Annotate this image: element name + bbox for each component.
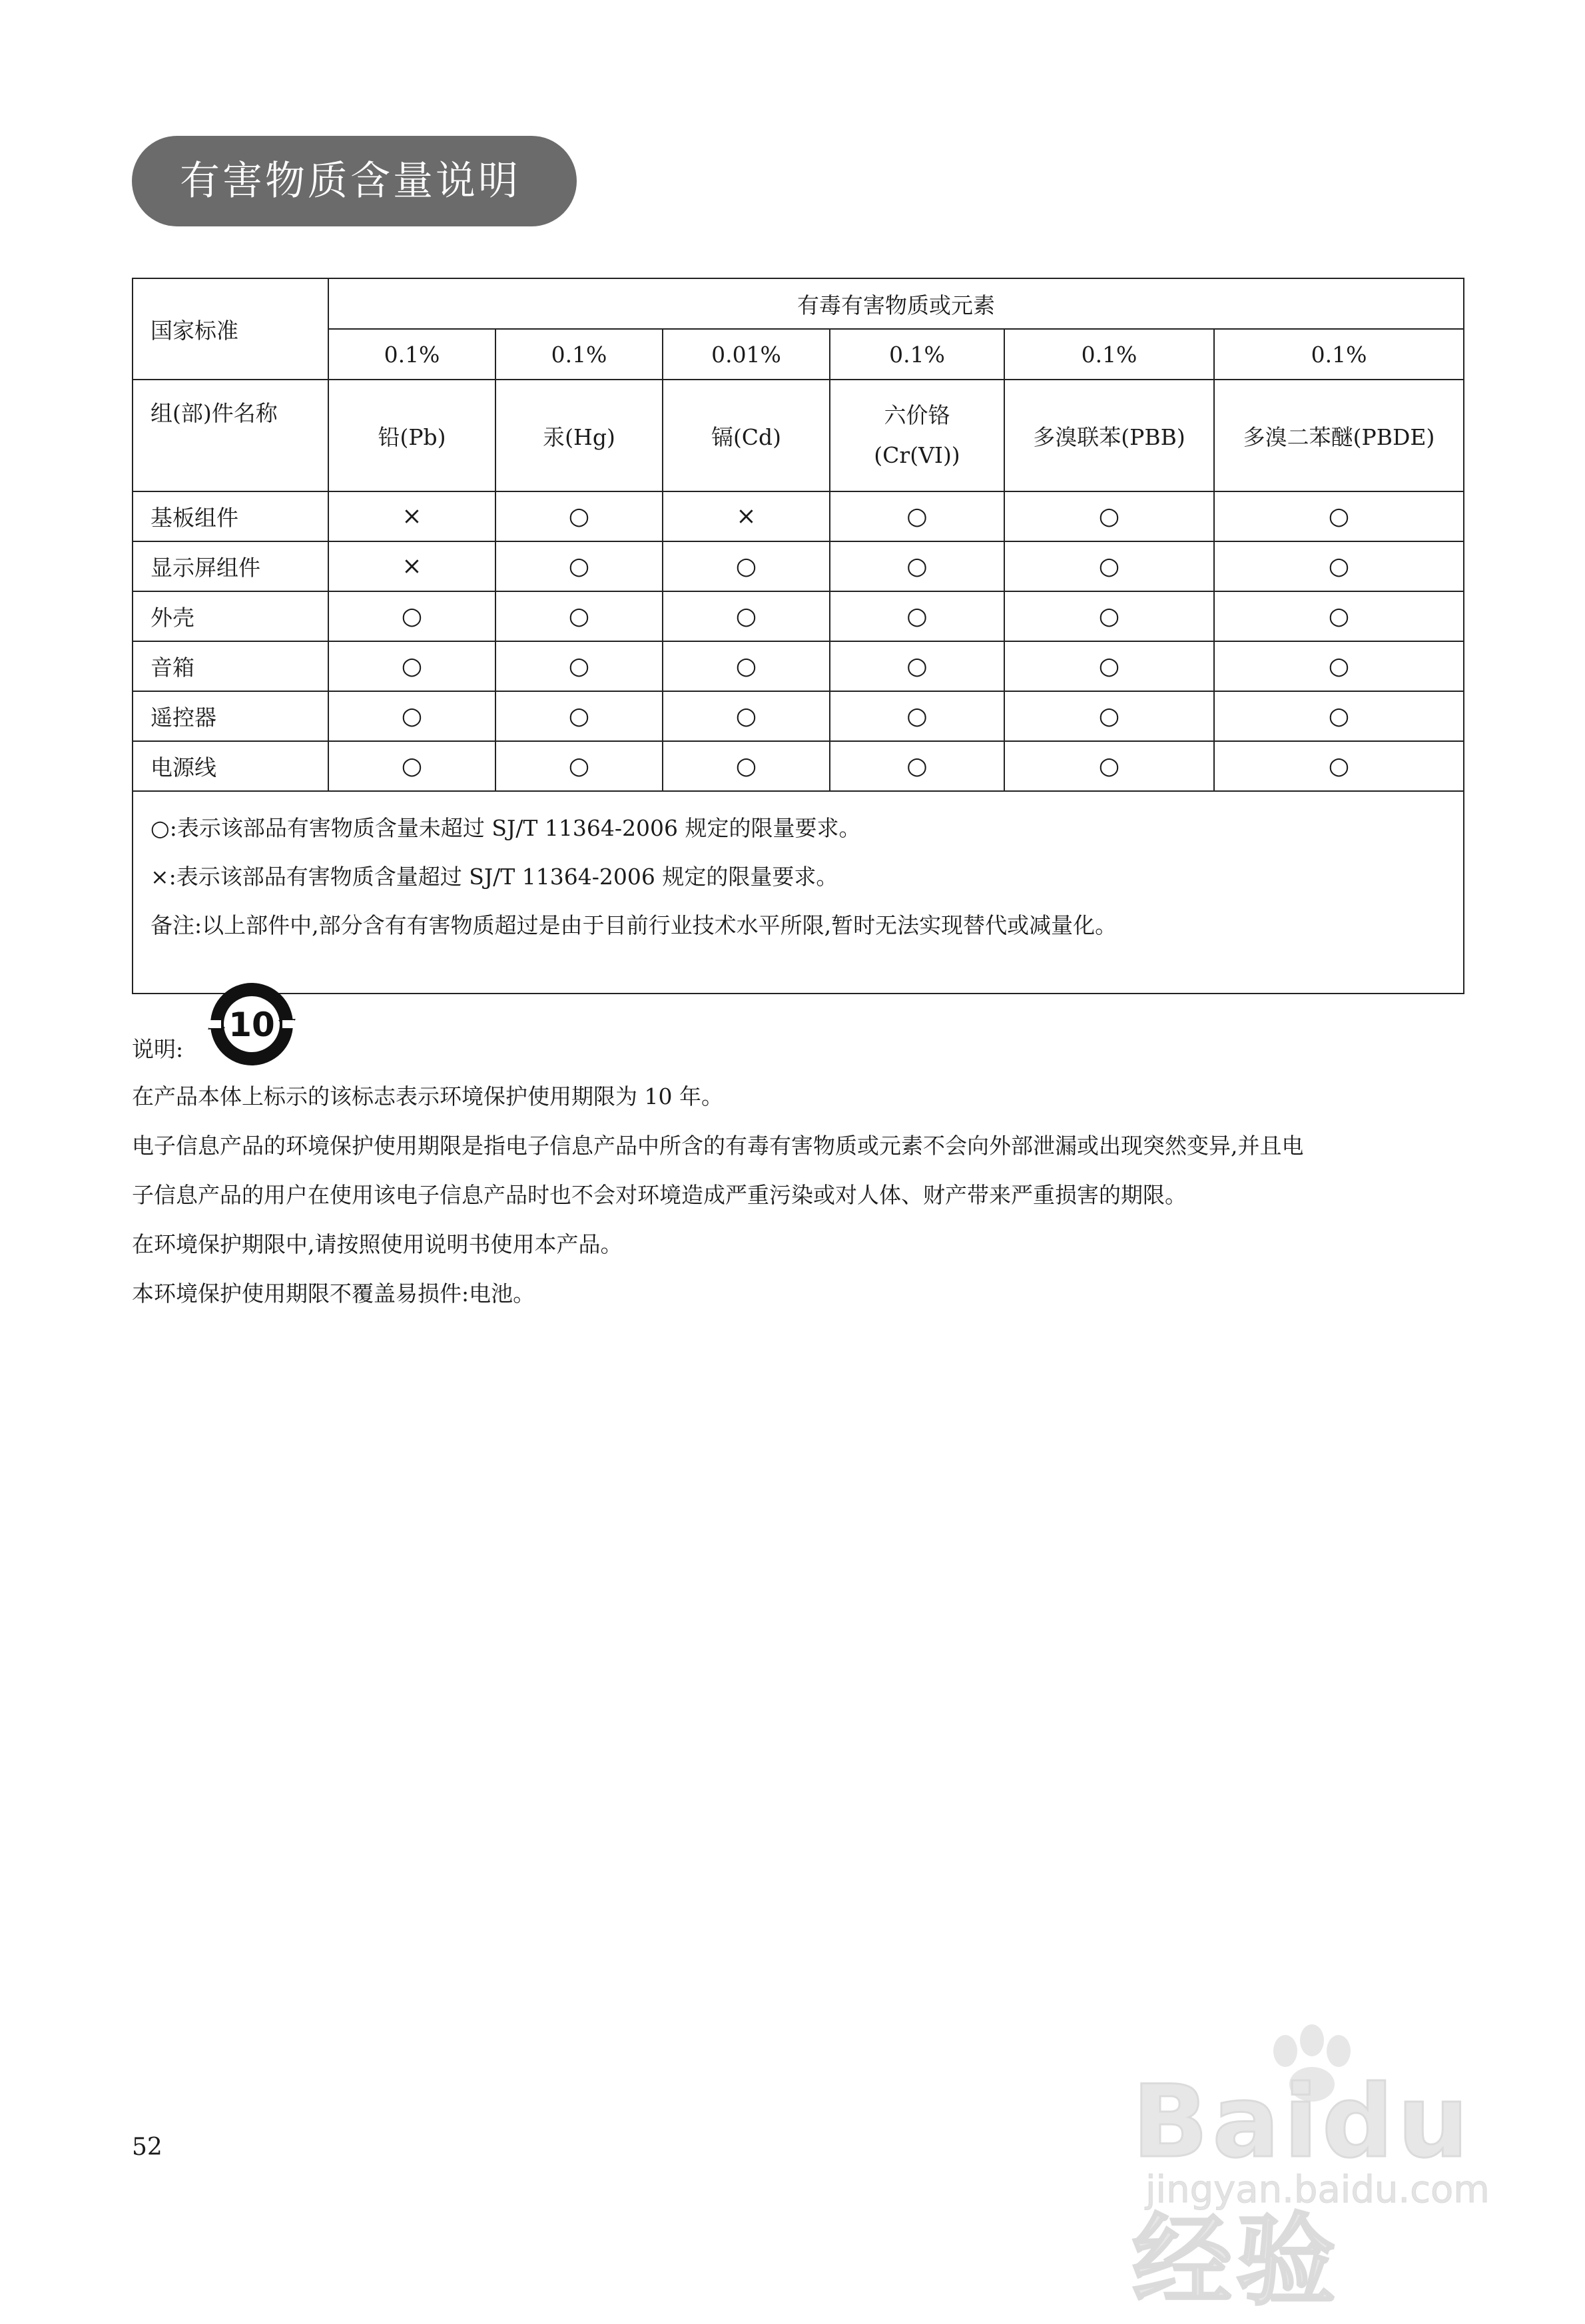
note-line: ○:表示该部品有害物质含量未超过 SJ/T 11364-2006 规定的限量要求。 (151, 815, 861, 841)
substance-header-line2: (Cr(VI)) (874, 442, 960, 468)
page-title: 有害物质含量说明 (132, 136, 577, 226)
substance-header: 汞(Hg) (495, 380, 663, 491)
logo-number: 10 (228, 1006, 275, 1044)
table-row (133, 641, 1464, 691)
status-mark: × (663, 491, 830, 541)
status-mark: ○ (495, 541, 663, 591)
explanation-paragraph: 本环境保护使用期限不覆盖易损件:电池。 (132, 1281, 535, 1307)
status-mark: ○ (1214, 591, 1464, 641)
status-mark: × (328, 491, 495, 541)
status-mark: ○ (495, 591, 663, 641)
status-mark: ○ (1004, 691, 1214, 741)
explanation-paragraph: 在环境保护期限中,请按照使用说明书使用本产品。 (132, 1231, 623, 1257)
status-mark: ○ (328, 591, 495, 641)
watermark (1106, 2024, 1532, 2319)
status-mark: ○ (495, 641, 663, 691)
limit-cell: 0.1% (328, 329, 495, 380)
component-name-label: 组(部)件名称 (133, 380, 328, 491)
limit-cell: 0.1% (495, 329, 663, 380)
explanation-label: 说明: (132, 1036, 184, 1062)
status-mark: ○ (830, 591, 1004, 641)
component-name: 电源线 (133, 741, 328, 791)
status-mark: ○ (1004, 641, 1214, 691)
status-mark: ○ (663, 591, 830, 641)
table-row (133, 591, 1464, 641)
limit-cell: 0.01% (663, 329, 830, 380)
explanation-section (132, 979, 1464, 1318)
status-mark: ○ (1214, 691, 1464, 741)
status-mark: ○ (1004, 541, 1214, 591)
status-mark: ○ (1214, 641, 1464, 691)
status-mark: ○ (495, 691, 663, 741)
table-row (133, 541, 1464, 591)
limit-cell: 0.1% (1214, 329, 1464, 380)
status-mark: ○ (1214, 491, 1464, 541)
status-mark: ○ (663, 691, 830, 741)
national-standard-label: 国家标准 (133, 278, 328, 380)
status-mark: ○ (663, 741, 830, 791)
substance-header: 镉(Cd) (663, 380, 830, 491)
watermark-brand: Baidu经验 (1132, 2064, 1473, 2319)
status-mark: ○ (830, 491, 1004, 541)
status-mark: ○ (830, 541, 1004, 591)
status-mark: ○ (328, 741, 495, 791)
component-name: 基板组件 (133, 491, 328, 541)
explanation-paragraph: 子信息产品的用户在使用该电子信息产品时也不会对环境造成严重污染或对人体、财产带来严重损害的期限。 (132, 1182, 1187, 1208)
status-mark: ○ (830, 641, 1004, 691)
component-name: 遥控器 (133, 691, 328, 741)
hazardous-substance-table (132, 278, 1464, 994)
toxic-substances-header: 有毒有害物质或元素 (328, 278, 1464, 329)
component-name: 音箱 (133, 641, 328, 691)
status-mark: ○ (663, 541, 830, 591)
status-mark: ○ (1214, 541, 1464, 591)
explanation-paragraph: 在产品本体上标示的该标志表示环境保护使用期限为 10 年。 (132, 1083, 723, 1109)
substance-header: 铅(Pb) (328, 380, 495, 491)
status-mark: ○ (1004, 591, 1214, 641)
status-mark: ○ (830, 691, 1004, 741)
limit-cell: 0.1% (1004, 329, 1214, 380)
table-row (133, 741, 1464, 791)
component-name: 外壳 (133, 591, 328, 641)
table-row (133, 491, 1464, 541)
note-line: 备注:以上部件中,部分含有有害物质超过是由于目前行业技术水平所限,暂时无法实现替代或减量化。 (151, 912, 1117, 938)
status-mark: ○ (1214, 741, 1464, 791)
substance-header (830, 380, 1004, 491)
page-number: 52 (132, 2134, 162, 2161)
substance-header: 多溴二苯醚(PBDE) (1214, 380, 1464, 491)
note-line: ×:表示该部品有害物质含量超过 SJ/T 11364-2006 规定的限量要求。 (151, 864, 838, 890)
status-mark: ○ (1004, 491, 1214, 541)
status-mark: ○ (663, 641, 830, 691)
table-notes (133, 791, 1464, 994)
table-row (133, 691, 1464, 741)
status-mark: ○ (495, 491, 663, 541)
status-mark: ○ (1004, 741, 1214, 791)
status-mark: ○ (328, 641, 495, 691)
limit-cell: 0.1% (830, 329, 1004, 380)
substance-header: 多溴联苯(PBB) (1004, 380, 1214, 491)
status-mark: ○ (830, 741, 1004, 791)
explanation-paragraph: 电子信息产品的环境保护使用期限是指电子信息产品中所含的有毒有害物质或元素不会向外部泄漏或出现突然变异,并且电 (132, 1133, 1304, 1159)
watermark-url: jingyan.baidu.com (1145, 2168, 1490, 2211)
component-name: 显示屏组件 (133, 541, 328, 591)
status-mark: × (328, 541, 495, 591)
status-mark: ○ (328, 691, 495, 741)
efup-10-logo-icon (206, 979, 297, 1069)
substance-header-line1: 六价铬 (884, 402, 950, 428)
status-mark: ○ (495, 741, 663, 791)
